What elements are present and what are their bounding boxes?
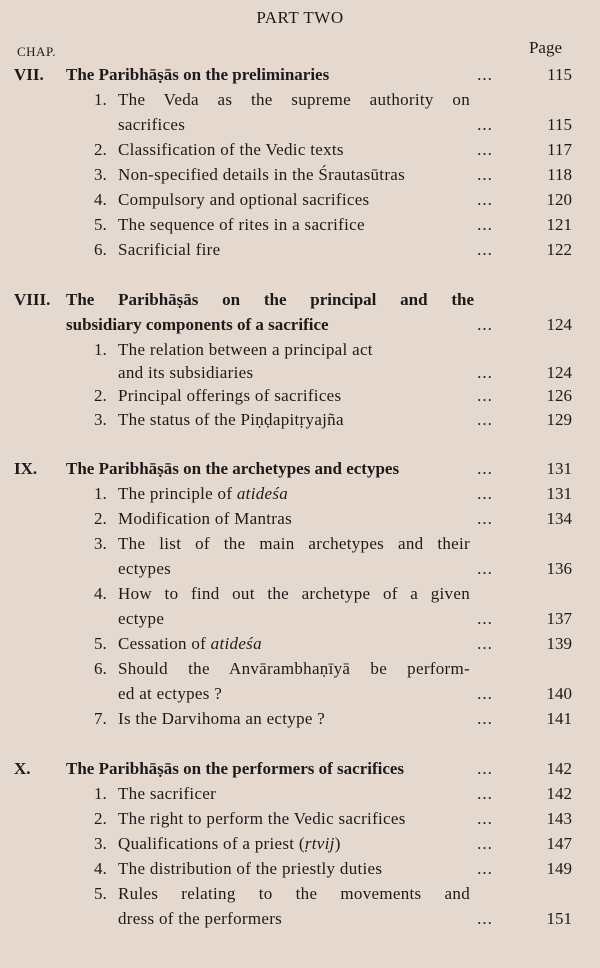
page-number: 142 [546, 784, 572, 803]
leader-dots: ... [477, 834, 493, 853]
leader-dots: ... [477, 859, 493, 878]
item-title: The principle of atideśa [118, 484, 289, 503]
item-number: 2. [94, 809, 107, 828]
list-item [0, 507, 600, 531]
column-chap-label: CHAP. [17, 44, 56, 59]
item-number: 3. [94, 410, 107, 429]
item-number: 3. [94, 534, 107, 553]
chapter-number: IX. [14, 459, 38, 478]
page-number: 143 [546, 809, 572, 828]
page-number: 124 [546, 315, 572, 334]
chapter-number: VII. [14, 65, 44, 84]
list-item [0, 782, 600, 806]
page-number: 151 [546, 909, 572, 928]
page-number: 131 [546, 484, 572, 503]
list-item [0, 88, 600, 112]
chapter-title: The Paribhāṣās on the preliminaries [66, 65, 330, 84]
page-number: 115 [547, 65, 572, 84]
list-item [0, 138, 600, 162]
chapter-number: VIII. [14, 290, 51, 309]
page-number: 147 [546, 834, 572, 853]
item-title: Should the Anvārambhaṇīyā be perform- [118, 659, 470, 678]
item-title: Qualifications of a priest (ṛtvij) [118, 834, 341, 853]
leader-dots: ... [477, 140, 493, 159]
chapter-title: The Paribhāṣās on the archetypes and ectypes [66, 459, 400, 478]
chapter-title: subsidiary components of a sacrifice [66, 315, 329, 334]
leader-dots: ... [477, 386, 493, 405]
item-number: 3. [94, 834, 107, 853]
item-number: 7. [94, 709, 107, 728]
item-number: 5. [94, 215, 107, 234]
list-item [0, 582, 600, 606]
list-item-continuation [0, 607, 600, 631]
page-number: 117 [547, 140, 572, 159]
list-item [0, 384, 600, 408]
item-title: Principal offerings of sacrifices [118, 386, 342, 405]
item-title: dress of the performers [118, 909, 283, 928]
item-title: The relation between a principal act [118, 340, 373, 359]
item-number: 1. [94, 484, 107, 503]
list-item [0, 882, 600, 906]
list-item [0, 338, 600, 362]
item-title: Rules relating to the movements and [118, 884, 470, 903]
leader-dots: ... [477, 410, 493, 429]
chapter-row [0, 757, 600, 781]
list-item [0, 408, 600, 432]
item-number: 1. [94, 784, 107, 803]
item-title: The right to perform the Vedic sacrifices [118, 809, 406, 828]
leader-dots: ... [477, 809, 493, 828]
chapter-row-continuation [0, 313, 600, 337]
list-item [0, 163, 600, 187]
leader-dots: ... [477, 559, 493, 578]
chapter-title: The Paribhāṣās on the principal and the [66, 290, 474, 309]
list-item [0, 807, 600, 831]
page-number: 149 [546, 859, 572, 878]
list-item-continuation [0, 361, 600, 385]
item-number: 4. [94, 584, 107, 603]
page-number: 137 [546, 609, 572, 628]
list-item [0, 482, 600, 506]
item-number: 1. [94, 90, 107, 109]
page-number: 121 [546, 215, 572, 234]
leader-dots: ... [477, 240, 493, 259]
list-item [0, 707, 600, 731]
page-number: 142 [546, 759, 572, 778]
item-title: How to find out the archetype of a given [118, 584, 470, 603]
list-item-continuation [0, 113, 600, 137]
item-title: The list of the main archetypes and their [118, 534, 470, 553]
list-item [0, 532, 600, 556]
leader-dots: ... [477, 115, 493, 134]
leader-dots: ... [477, 784, 493, 803]
page-number: 126 [546, 386, 572, 405]
page-number: 136 [546, 559, 572, 578]
leader-dots: ... [477, 215, 493, 234]
item-title: The sacrificer [118, 784, 217, 803]
chapter-title: The Paribhāṣās on the performers of sacrifices [66, 759, 405, 778]
list-item [0, 832, 600, 856]
page-number: 115 [547, 115, 572, 134]
page-number: 139 [546, 634, 572, 653]
list-item-continuation [0, 907, 600, 931]
list-item [0, 213, 600, 237]
leader-dots: ... [477, 315, 493, 334]
item-number: 5. [94, 884, 107, 903]
leader-dots: ... [477, 909, 493, 928]
leader-dots: ... [477, 759, 493, 778]
item-title: Non-specified details in the Śrautasūtras [118, 165, 406, 184]
page-number: 120 [546, 190, 572, 209]
item-number: 2. [94, 509, 107, 528]
item-title: ectypes [118, 559, 172, 578]
item-title: Cessation of atideśa [118, 634, 262, 653]
page-number: 131 [546, 459, 572, 478]
item-title: ectype [118, 609, 165, 628]
item-title: The Veda as the supreme authority on [118, 90, 470, 109]
leader-dots: ... [477, 634, 493, 653]
item-number: 1. [94, 340, 107, 359]
leader-dots: ... [477, 165, 493, 184]
part-heading: PART TWO [256, 8, 344, 27]
item-title: Modification of Mantras [118, 509, 293, 528]
item-title: The status of the Piṇḍapitṛyajña [118, 410, 344, 429]
leader-dots: ... [477, 484, 493, 503]
item-title: and its subsidiaries [118, 363, 254, 382]
column-page-label: Page [528, 38, 562, 57]
item-title: Is the Darvihoma an ectype ? [118, 709, 326, 728]
leader-dots: ... [477, 65, 493, 84]
leader-dots: ... [477, 609, 493, 628]
item-number: 4. [94, 190, 107, 209]
list-item [0, 857, 600, 881]
item-number: 3. [94, 165, 107, 184]
list-item [0, 238, 600, 262]
page-number: 122 [546, 240, 572, 259]
page-number: 140 [546, 684, 572, 703]
item-title: The distribution of the priestly duties [118, 859, 383, 878]
list-item-continuation [0, 682, 600, 706]
chapter-row [0, 457, 600, 481]
item-number: 2. [94, 140, 107, 159]
chapter-row [0, 63, 600, 87]
page-number: 129 [546, 410, 572, 429]
item-title: Compulsory and optional sacrifices [118, 190, 370, 209]
item-title: Sacrificial fire [118, 240, 221, 259]
item-number: 6. [94, 659, 107, 678]
leader-dots: ... [477, 709, 493, 728]
item-number: 4. [94, 859, 107, 878]
chapter-number: X. [14, 759, 31, 778]
chapter-row [0, 288, 600, 312]
item-number: 6. [94, 240, 107, 259]
item-title: sacrifices [118, 115, 186, 134]
item-title: Classification of the Vedic texts [118, 140, 344, 159]
item-number: 5. [94, 634, 107, 653]
leader-dots: ... [477, 363, 493, 382]
list-item-continuation [0, 557, 600, 581]
list-item [0, 188, 600, 212]
item-number: 2. [94, 386, 107, 405]
list-item [0, 632, 600, 656]
item-title: ed at ectypes ? [118, 684, 223, 703]
page-number: 124 [546, 363, 572, 382]
leader-dots: ... [477, 509, 493, 528]
leader-dots: ... [477, 684, 493, 703]
leader-dots: ... [477, 190, 493, 209]
list-item [0, 657, 600, 681]
page-number: 141 [546, 709, 572, 728]
page-number: 134 [546, 509, 572, 528]
item-title: The sequence of rites in a sacrifice [118, 215, 365, 234]
page-number: 118 [547, 165, 572, 184]
leader-dots: ... [477, 459, 493, 478]
